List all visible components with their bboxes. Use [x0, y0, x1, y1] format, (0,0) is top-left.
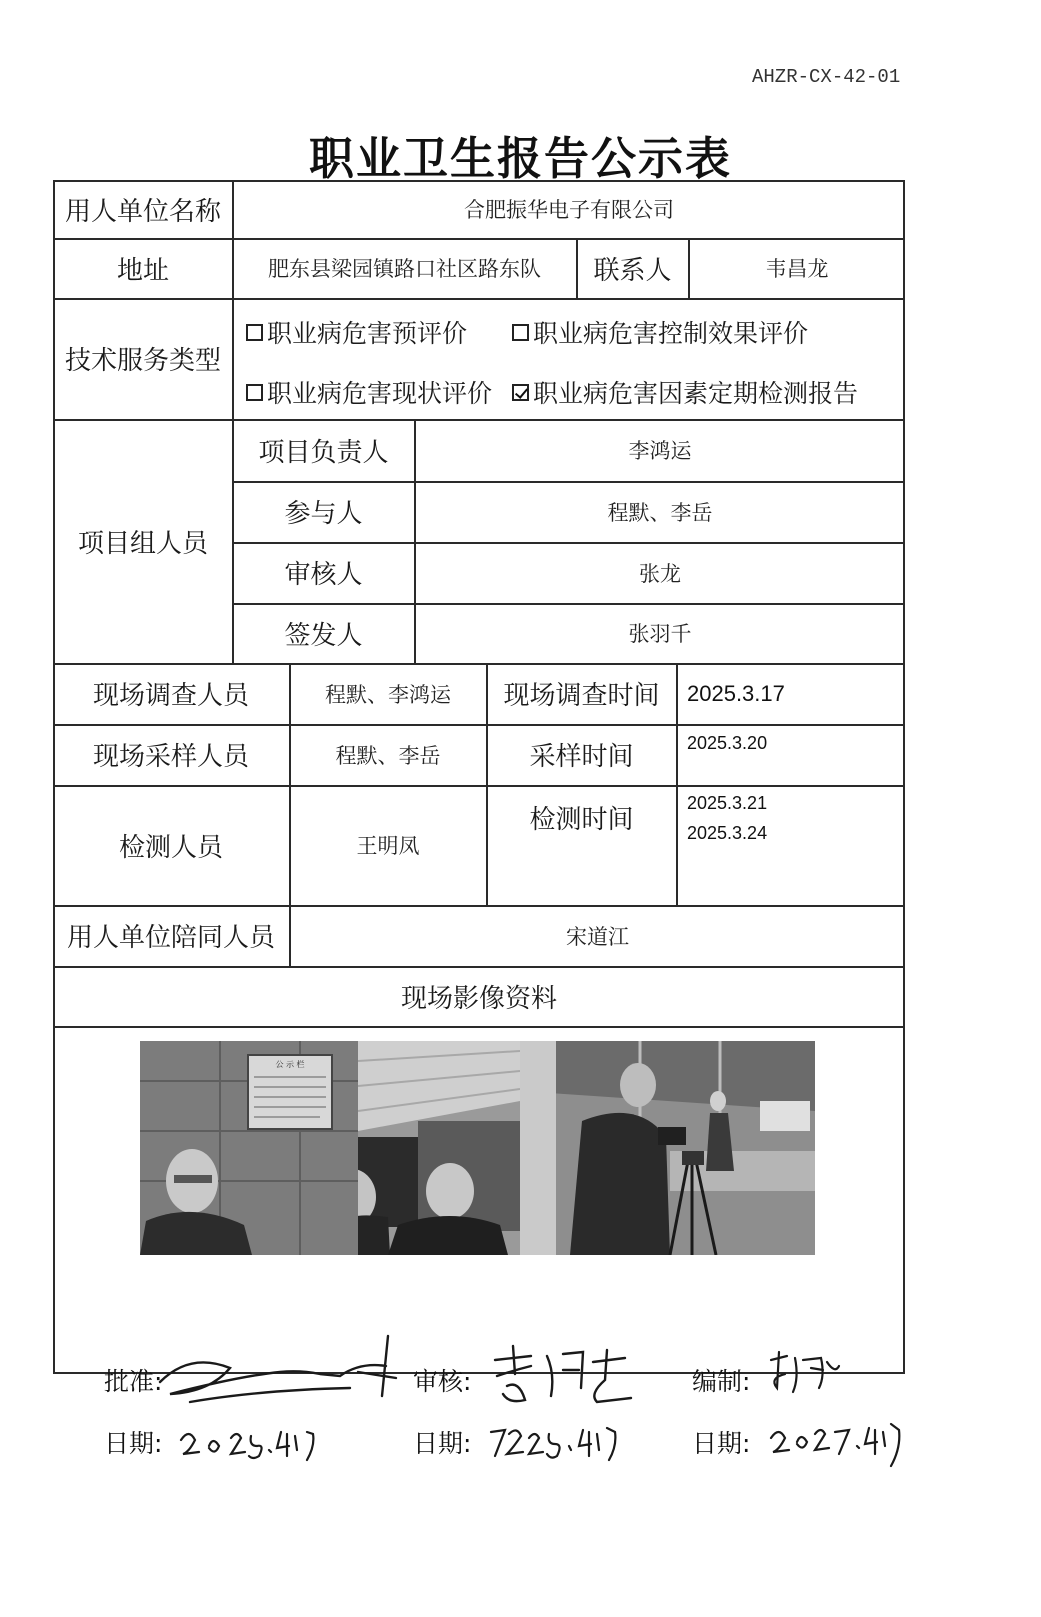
team-role: 审核人	[284, 560, 363, 590]
approve-date-handwriting	[175, 1416, 325, 1466]
sampling-value: 程默、李岳	[335, 743, 441, 768]
team-name: 张龙	[639, 561, 681, 586]
option-pre-evaluation[interactable]	[246, 314, 467, 350]
option-text: 职业病危害现状评价	[267, 379, 493, 408]
sampling-time-value: 2025.3.20	[687, 733, 768, 753]
review-date-handwriting	[485, 1416, 635, 1466]
doc-code: AHZR-CX-42-01	[752, 66, 901, 88]
accompany-label: 用人单位陪同人员	[66, 923, 275, 953]
page-title: 职业卫生报告公示表	[308, 132, 732, 185]
team-name: 李鸿运	[628, 439, 692, 463]
approve-date-label: 日期:	[104, 1429, 163, 1458]
team-label: 项目组人员	[77, 528, 208, 559]
team-role: 项目负责人	[258, 437, 389, 468]
review-date-label: 日期:	[413, 1429, 472, 1458]
testing-time-end: 2025.3.24	[687, 823, 768, 843]
survey-time-label: 现场调查时间	[503, 681, 660, 711]
employer-label: 用人单位名称	[64, 196, 221, 227]
employer-value: 合肥振华电子有限公司	[464, 198, 674, 222]
approver-signature	[150, 1332, 400, 1412]
testing-label: 检测人员	[118, 832, 223, 863]
option-status-evaluation[interactable]	[246, 374, 492, 410]
option-text: 职业病危害预评价	[267, 319, 468, 348]
service-type-label: 技术服务类型	[64, 346, 221, 376]
address-value: 肥东县梁园镇路口社区路东队	[268, 257, 541, 281]
option-text: 职业病危害因素定期检测报告	[533, 379, 859, 408]
survey-value: 程默、李鸿运	[325, 682, 451, 707]
prepare-label: 编制:	[692, 1367, 751, 1396]
sampling-label: 现场采样人员	[92, 742, 249, 772]
option-text: 职业病危害控制效果评价	[533, 319, 809, 348]
approve-label: 批准:	[104, 1367, 163, 1396]
sampling-time-label: 采样时间	[529, 742, 634, 772]
notice-board-title: 公 示 栏	[275, 1060, 305, 1069]
option-periodic-detection[interactable]	[512, 374, 858, 410]
contact-value: 韦昌龙	[765, 257, 829, 281]
team-name: 张羽千	[628, 622, 692, 646]
checkbox-icon[interactable]	[246, 384, 263, 401]
checked-checkbox-icon[interactable]	[512, 384, 529, 401]
site-photo-team	[140, 1041, 358, 1255]
testing-value: 王明凤	[356, 834, 420, 858]
team-role: 签发人	[284, 620, 363, 651]
checkbox-icon[interactable]	[512, 324, 529, 341]
accompany-value: 宋道江	[566, 924, 629, 949]
survey-label: 现场调查人员	[92, 681, 249, 711]
detection-photo-graphic	[520, 1041, 815, 1255]
option-control-effect[interactable]	[512, 314, 808, 350]
site-photo-detection	[520, 1041, 815, 1255]
team-photo-graphic	[140, 1041, 358, 1255]
images-label: 现场影像资料	[400, 983, 557, 1014]
survey-time-value: 2025.3.17	[687, 680, 785, 706]
warehouse-photo-graphic	[358, 1041, 520, 1255]
contact-label: 联系人	[593, 255, 672, 286]
preparer-signature	[765, 1348, 845, 1398]
row-divider	[53, 1026, 905, 1028]
reviewer-signature	[485, 1340, 635, 1410]
team-role: 参与人	[284, 499, 363, 529]
testing-time-start: 2025.3.21	[687, 793, 768, 813]
team-name: 程默、李岳	[607, 500, 713, 525]
prepare-date-label: 日期:	[692, 1429, 751, 1458]
testing-time-label: 检测时间	[529, 804, 634, 835]
review-label: 审核:	[413, 1367, 472, 1396]
address-label: 地址	[116, 255, 169, 286]
prepare-date-handwriting	[765, 1414, 905, 1470]
site-photo-warehouse	[358, 1041, 520, 1255]
checkbox-icon[interactable]	[246, 324, 263, 341]
